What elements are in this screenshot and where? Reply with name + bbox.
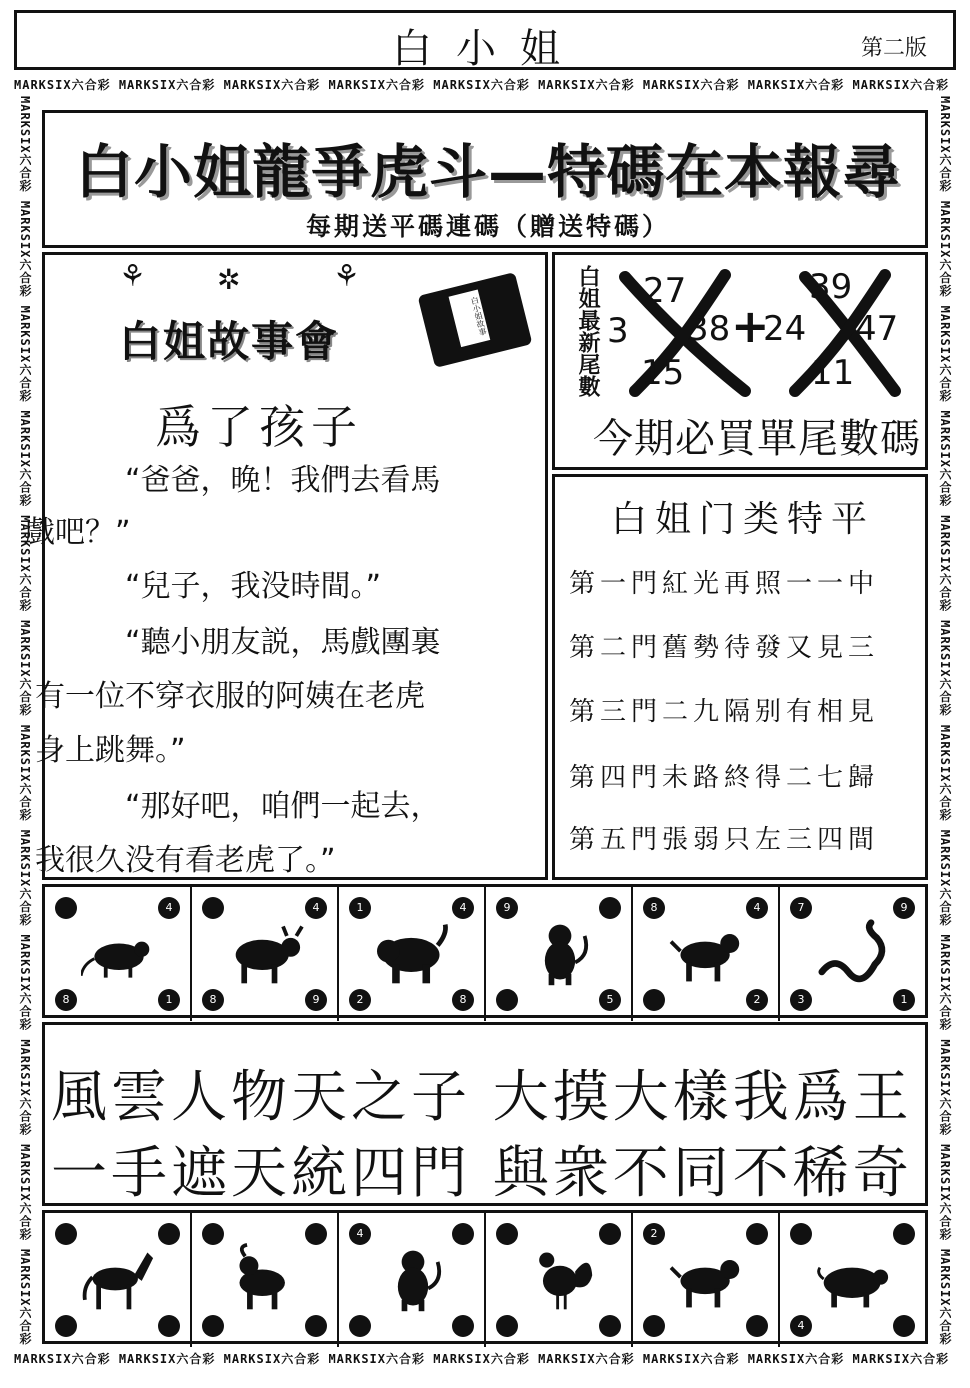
border-text: MARKSIX六合彩 bbox=[938, 1144, 952, 1241]
border-text: MARKSIX六合彩 bbox=[433, 78, 530, 92]
subheadline: 每期送平碼連碼（贈送特碼） bbox=[305, 212, 670, 241]
door-row: 第一門紅光再照一一中 bbox=[569, 569, 880, 599]
tail-caption: 今期必買單尾數碼 bbox=[593, 416, 921, 462]
border-text: MARKSIX六合彩 bbox=[938, 305, 952, 403]
story-line: 有一位不穿衣服的阿姨在老虎 bbox=[35, 679, 425, 714]
border-text: MARKSIX六合彩 bbox=[18, 1144, 32, 1241]
border-text: MARKSIX六合彩 bbox=[747, 78, 845, 92]
number-dot bbox=[55, 897, 77, 919]
number-dot bbox=[746, 1315, 768, 1337]
tail-number: 47 bbox=[855, 309, 899, 349]
tail-number: 11 bbox=[811, 353, 855, 393]
marksix-border-top bbox=[14, 76, 956, 94]
door-title: 白姐门类特平 bbox=[610, 499, 875, 540]
zodiac-cell bbox=[486, 887, 633, 1021]
border-text: MARKSIX六合彩 bbox=[18, 620, 32, 717]
number-dot bbox=[452, 1223, 474, 1245]
story-line: 我很久没有看老虎了。” bbox=[35, 843, 336, 878]
border-text: MARKSIX六合彩 bbox=[223, 1352, 321, 1366]
book-icon bbox=[418, 272, 533, 368]
marksix-border-bottom bbox=[14, 1350, 956, 1368]
border-text: MARKSIX六合彩 bbox=[223, 78, 321, 92]
zodiac-row-bottom bbox=[42, 1210, 928, 1344]
number-dot: 2 bbox=[349, 989, 371, 1011]
poem-line: 一手遮天統四門 與衆不同不稀奇 bbox=[51, 1141, 913, 1206]
horse-icon bbox=[81, 1243, 157, 1315]
border-text: MARKSIX六合彩 bbox=[18, 515, 32, 612]
door-row: 第三門二九隔别有相見 bbox=[569, 697, 880, 727]
tulip-icon: ⚘ bbox=[333, 259, 360, 294]
masthead bbox=[14, 10, 956, 70]
tail-number: 27 bbox=[643, 271, 687, 311]
story-line: 身上跳舞。” bbox=[35, 733, 186, 768]
border-text: MARKSIX六合彩 bbox=[18, 200, 32, 298]
number-dot: 7 bbox=[790, 897, 812, 919]
border-text: MARKSIX六合彩 bbox=[642, 1352, 740, 1366]
border-text: MARKSIX六合彩 bbox=[642, 78, 740, 92]
number-dot bbox=[55, 1315, 77, 1337]
border-text: MARKSIX六合彩 bbox=[938, 410, 952, 508]
number-dot: 3 bbox=[790, 989, 812, 1011]
number-dot: 9 bbox=[893, 897, 915, 919]
number-dot bbox=[496, 989, 518, 1011]
number-dot bbox=[349, 1315, 371, 1337]
door-box bbox=[552, 474, 928, 880]
border-text: MARKSIX六合彩 bbox=[14, 1352, 111, 1366]
number-dot: 1 bbox=[158, 989, 180, 1011]
number-dot bbox=[55, 1223, 77, 1245]
monkey-icon bbox=[375, 1243, 451, 1315]
border-text: MARKSIX六合彩 bbox=[14, 78, 111, 92]
number-dot bbox=[496, 1223, 518, 1245]
dog-icon bbox=[669, 1243, 745, 1315]
zodiac-cell bbox=[486, 1213, 633, 1347]
headline-box bbox=[42, 110, 928, 248]
number-dot: 8 bbox=[55, 989, 77, 1011]
tail-number-box bbox=[552, 252, 928, 470]
number-dot: 4 bbox=[158, 897, 180, 919]
number-dot: 4 bbox=[305, 897, 327, 919]
border-text: MARKSIX六合彩 bbox=[18, 1039, 32, 1136]
number-dot bbox=[158, 1223, 180, 1245]
marksix-border-left bbox=[16, 96, 34, 1346]
edition-label: 第二版 bbox=[860, 36, 927, 61]
border-text: MARKSIX六合彩 bbox=[18, 724, 32, 822]
tulip-icon: ⚘ bbox=[119, 259, 146, 294]
border-text: MARKSIX六合彩 bbox=[328, 1352, 426, 1366]
number-dot: 8 bbox=[202, 989, 224, 1011]
headline: 白小姐龍爭虎斗—特碼在本報尋 bbox=[74, 138, 901, 206]
border-text: MARKSIX六合彩 bbox=[852, 1352, 950, 1366]
tail-side-label: 白姐最新尾數 bbox=[575, 265, 600, 397]
border-text: MARKSIX六合彩 bbox=[328, 78, 426, 92]
door-row: 第二門舊勢待發又見三 bbox=[569, 633, 880, 663]
sparkle-icon: ✲ bbox=[217, 263, 241, 296]
door-row: 第五門張弱只左三四間 bbox=[569, 825, 880, 855]
story-line: “爸爸，晚！我們去看馬 bbox=[125, 463, 441, 498]
story-line: “聽小朋友説，馬戲團裏 bbox=[125, 625, 441, 660]
zodiac-cell bbox=[45, 1213, 192, 1347]
border-text: MARKSIX六合彩 bbox=[18, 305, 32, 403]
border-text: MARKSIX六合彩 bbox=[118, 78, 216, 92]
rooster-icon bbox=[522, 1243, 598, 1315]
number-dot bbox=[305, 1315, 327, 1337]
border-text: MARKSIX六合彩 bbox=[18, 934, 32, 1032]
poem-box bbox=[42, 1022, 928, 1206]
number-dot bbox=[746, 1223, 768, 1245]
number-dot: 1 bbox=[893, 989, 915, 1011]
tail-number: 24 bbox=[763, 309, 807, 349]
number-dot: 4 bbox=[790, 1315, 812, 1337]
border-text: MARKSIX六合彩 bbox=[938, 96, 952, 193]
number-dot bbox=[643, 1315, 665, 1337]
pig-icon bbox=[816, 1243, 892, 1315]
border-text: MARKSIX六合彩 bbox=[852, 78, 950, 92]
zodiac-row-top bbox=[42, 884, 928, 1018]
snake-icon bbox=[816, 917, 892, 989]
number-dot bbox=[599, 1223, 621, 1245]
story-line: “兒子，我没時間。” bbox=[125, 569, 382, 604]
border-text: MARKSIX六合彩 bbox=[938, 934, 952, 1032]
tiger-icon bbox=[375, 917, 451, 989]
story-heading: 白姐故事會 bbox=[119, 317, 340, 366]
story-line: “那好吧，咱們一起去， bbox=[125, 789, 441, 824]
goat-icon bbox=[228, 1243, 304, 1315]
door-row: 第四門未路終得二七歸 bbox=[569, 763, 880, 793]
number-dot: 8 bbox=[452, 989, 474, 1011]
number-dot: 4 bbox=[452, 897, 474, 919]
border-text: MARKSIX六合彩 bbox=[938, 515, 952, 612]
zodiac-cell bbox=[192, 887, 339, 1021]
number-dot: 9 bbox=[496, 897, 518, 919]
monkey-icon bbox=[522, 917, 598, 989]
zodiac-cell bbox=[780, 1213, 925, 1347]
plus-sign: + bbox=[731, 299, 770, 353]
dog-icon bbox=[669, 917, 745, 989]
border-text: MARKSIX六合彩 bbox=[18, 410, 32, 508]
number-dot: 2 bbox=[643, 1223, 665, 1245]
number-dot bbox=[643, 989, 665, 1011]
tail-number: 38 bbox=[687, 309, 731, 349]
rat-icon bbox=[81, 917, 157, 989]
number-dot bbox=[305, 1223, 327, 1245]
border-text: MARKSIX六合彩 bbox=[18, 1248, 32, 1346]
border-text: MARKSIX六合彩 bbox=[747, 1352, 845, 1366]
border-text: MARKSIX六合彩 bbox=[538, 78, 635, 92]
number-dot: 9 bbox=[305, 989, 327, 1011]
story-line: 戲吧？” bbox=[25, 515, 131, 550]
number-dot: 1 bbox=[349, 897, 371, 919]
zodiac-cell bbox=[192, 1213, 339, 1347]
border-text: MARKSIX六合彩 bbox=[18, 96, 32, 193]
number-dot: 8 bbox=[643, 897, 665, 919]
number-dot bbox=[452, 1315, 474, 1337]
story-title: 爲了孩子 bbox=[155, 400, 363, 454]
number-dot bbox=[202, 1315, 224, 1337]
number-dot bbox=[893, 1315, 915, 1337]
border-text: MARKSIX六合彩 bbox=[938, 724, 952, 822]
zodiac-cell bbox=[780, 887, 925, 1021]
number-dot: 5 bbox=[599, 989, 621, 1011]
page-title: 白小姐 bbox=[392, 26, 584, 72]
number-dot bbox=[790, 1223, 812, 1245]
number-dot bbox=[202, 1223, 224, 1245]
border-text: MARKSIX六合彩 bbox=[538, 1352, 635, 1366]
zodiac-cell bbox=[339, 887, 486, 1021]
zodiac-cell bbox=[339, 1213, 486, 1347]
number-dot: 2 bbox=[746, 989, 768, 1011]
number-dot bbox=[496, 1315, 518, 1337]
number-dot bbox=[893, 1223, 915, 1245]
ox-icon bbox=[228, 917, 304, 989]
border-text: MARKSIX六合彩 bbox=[938, 200, 952, 298]
number-dot: 4 bbox=[746, 897, 768, 919]
book-label: 白小姐故事 bbox=[449, 289, 491, 347]
number-dot bbox=[202, 897, 224, 919]
zodiac-cell bbox=[633, 1213, 780, 1347]
border-text: MARKSIX六合彩 bbox=[433, 1352, 530, 1366]
border-text: MARKSIX六合彩 bbox=[938, 1039, 952, 1136]
zodiac-cell bbox=[633, 887, 780, 1021]
tail-number: 3 bbox=[607, 311, 629, 351]
border-text: MARKSIX六合彩 bbox=[18, 829, 32, 927]
number-dot bbox=[158, 1315, 180, 1337]
tail-number: 39 bbox=[809, 267, 853, 307]
border-text: MARKSIX六合彩 bbox=[118, 1352, 216, 1366]
number-dot bbox=[599, 897, 621, 919]
tail-number: 15 bbox=[641, 353, 685, 393]
zodiac-cell bbox=[45, 887, 192, 1021]
border-text: MARKSIX六合彩 bbox=[938, 1248, 952, 1346]
border-text: MARKSIX六合彩 bbox=[938, 620, 952, 717]
number-dot bbox=[599, 1315, 621, 1337]
poem-line: 風雲人物天之子 大摸大樣我爲王 bbox=[51, 1065, 913, 1130]
number-dot: 4 bbox=[349, 1223, 371, 1245]
border-text: MARKSIX六合彩 bbox=[938, 829, 952, 927]
marksix-border-right bbox=[936, 96, 954, 1346]
